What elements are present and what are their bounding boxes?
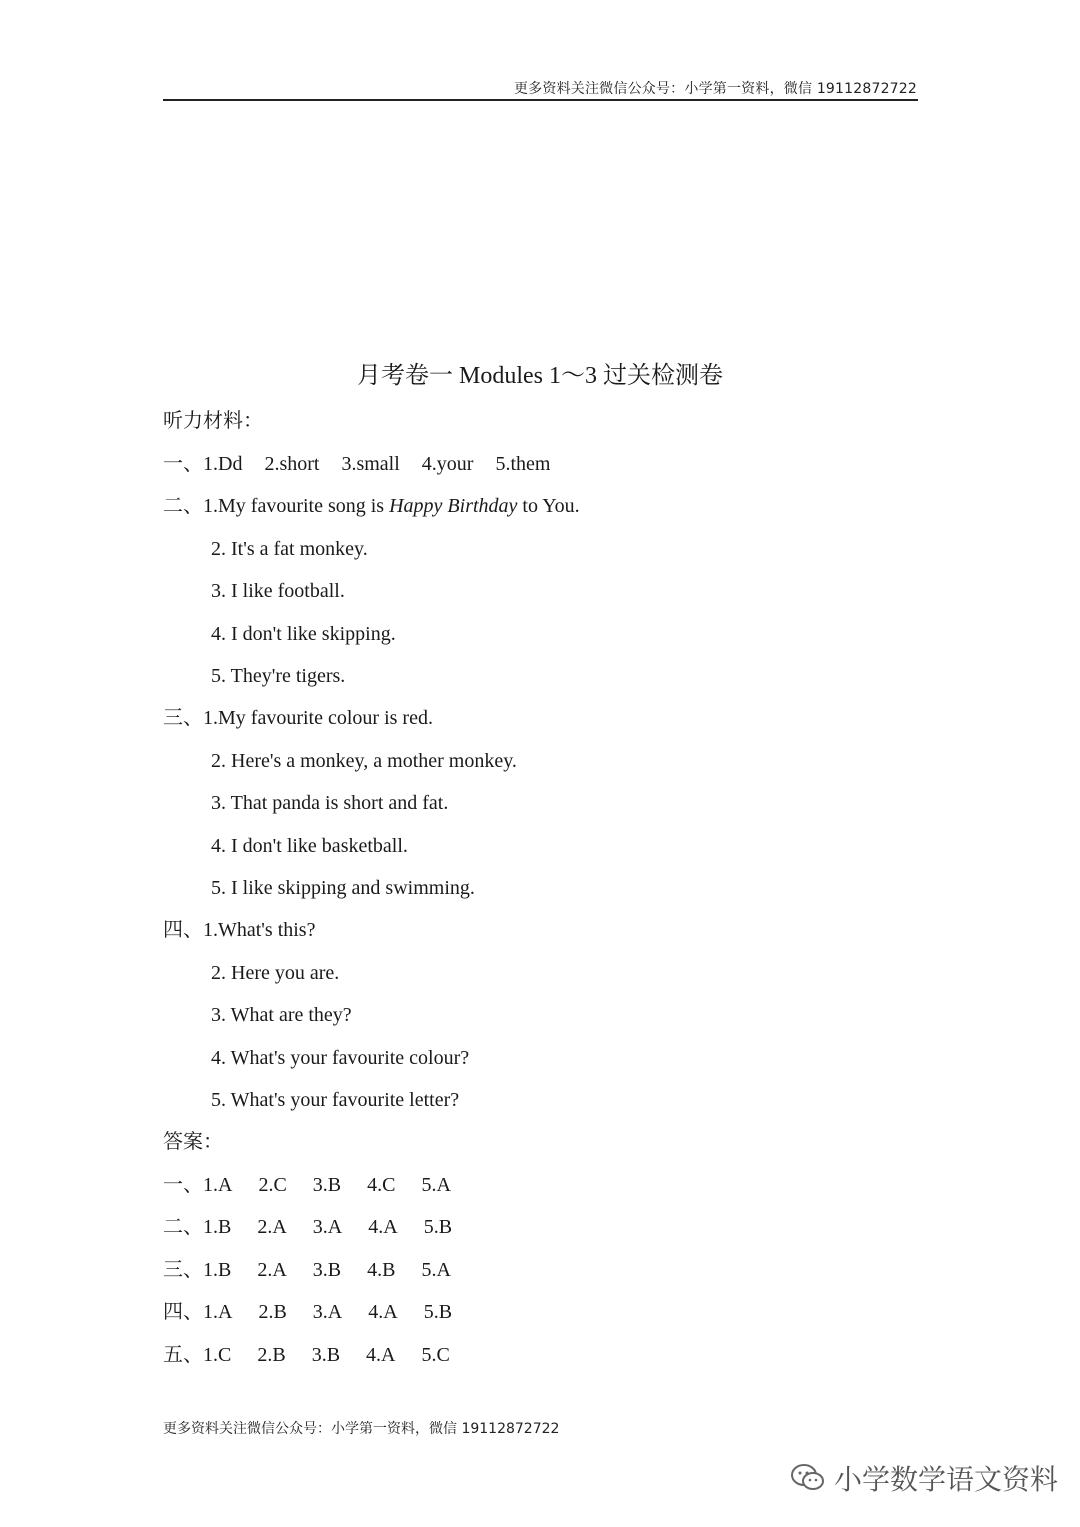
part-label: 一、 xyxy=(163,1174,203,1196)
answer-item: 5.B xyxy=(423,1216,453,1238)
list-item: 3.small xyxy=(341,453,400,475)
answer-item: 2.B xyxy=(258,1301,287,1323)
answer-item: 4.B xyxy=(367,1259,396,1281)
answer-item: 3.B xyxy=(312,1259,342,1281)
answer-item: 5.A xyxy=(421,1174,451,1196)
list-item: 2. Here's a monkey, a mother monkey. xyxy=(211,750,517,772)
watermark xyxy=(790,1458,1058,1498)
answer-item: 1.B xyxy=(203,1216,232,1238)
wechat-icon xyxy=(790,1463,826,1493)
answer-item: 4.C xyxy=(367,1174,396,1196)
part-label: 三、 xyxy=(163,707,203,729)
answer-item: 3.B xyxy=(311,1344,341,1366)
list-item: 2. It's a fat monkey. xyxy=(211,538,368,560)
song-title: Happy Birthday xyxy=(389,495,518,517)
listening-part3-first xyxy=(163,708,433,728)
footer-note: 更多资料关注微信公众号：小学第一资料，微信 19112872722 xyxy=(163,1421,560,1437)
list-item: 2.short xyxy=(264,453,320,475)
answer-item: 4.A xyxy=(366,1344,396,1366)
answer-item: 3.B xyxy=(312,1174,342,1196)
list-item: 2. Here you are. xyxy=(211,962,340,984)
list-item: 5. I like skipping and swimming. xyxy=(211,877,475,899)
header-note: 更多资料关注微信公众号：小学第一资料，微信 19112872722 xyxy=(513,81,917,97)
listening-heading: 听力材料： xyxy=(163,410,263,432)
answer-item: 2.B xyxy=(257,1344,286,1366)
sentence: 1.My favourite colour is red. xyxy=(203,707,433,729)
part-label: 四、 xyxy=(163,919,203,941)
answer-item: 2.A xyxy=(257,1216,287,1238)
answer-row xyxy=(163,1345,476,1365)
list-item: 5.them xyxy=(495,453,551,475)
part-label: 四、 xyxy=(163,1301,203,1323)
answer-item: 5.B xyxy=(423,1301,453,1323)
part-label: 一、 xyxy=(163,453,203,475)
answer-row xyxy=(163,1217,478,1237)
answer-item: 1.C xyxy=(203,1344,232,1366)
page-title: 月考卷一 Modules 1～3 过关检测卷 xyxy=(357,363,723,389)
answers-heading: 答案： xyxy=(163,1131,223,1153)
list-item: 3. What are they? xyxy=(211,1004,352,1026)
list-item: 3. I like football. xyxy=(211,580,345,602)
answer-item: 1.A xyxy=(203,1301,233,1323)
answer-item: 1.B xyxy=(203,1259,232,1281)
answer-item: 4.A xyxy=(368,1301,398,1323)
answer-item: 2.C xyxy=(258,1174,287,1196)
answer-row xyxy=(163,1302,478,1322)
part-label: 二、 xyxy=(163,1216,203,1238)
list-item: 4. I don't like basketball. xyxy=(211,835,408,857)
listening-part2-first xyxy=(163,496,580,516)
list-item: 4. I don't like skipping. xyxy=(211,623,396,645)
list-item: 3. That panda is short and fat. xyxy=(211,792,449,814)
listening-part4-first xyxy=(163,920,315,940)
part-label: 二、 xyxy=(163,495,203,517)
answer-row xyxy=(163,1175,477,1195)
list-item: 4. What's your favourite colour? xyxy=(211,1047,470,1069)
header-rule xyxy=(163,99,918,101)
list-item: 5. What's your favourite letter? xyxy=(211,1089,460,1111)
list-item: 4.your xyxy=(421,453,474,475)
answer-item: 5.A xyxy=(421,1259,451,1281)
sentence-prefix: 1.My favourite song is xyxy=(203,495,390,517)
list-item: 5. They're tigers. xyxy=(211,665,346,687)
part-label: 五、 xyxy=(163,1344,203,1366)
answer-item: 4.A xyxy=(368,1216,398,1238)
answer-item: 1.A xyxy=(203,1174,233,1196)
listening-part1 xyxy=(163,454,572,474)
answer-item: 5.C xyxy=(421,1344,450,1366)
answer-item: 3.A xyxy=(312,1301,343,1323)
answer-item: 3.A xyxy=(312,1216,343,1238)
sentence-suffix: to You. xyxy=(517,495,580,517)
list-item: 1.Dd xyxy=(203,453,243,475)
answer-row xyxy=(163,1260,477,1280)
watermark-text: 小学数学语文资料 xyxy=(834,1463,1059,1496)
sentence: 1.What's this? xyxy=(203,919,316,941)
answer-item: 2.A xyxy=(257,1259,287,1281)
part-label: 三、 xyxy=(163,1259,203,1281)
